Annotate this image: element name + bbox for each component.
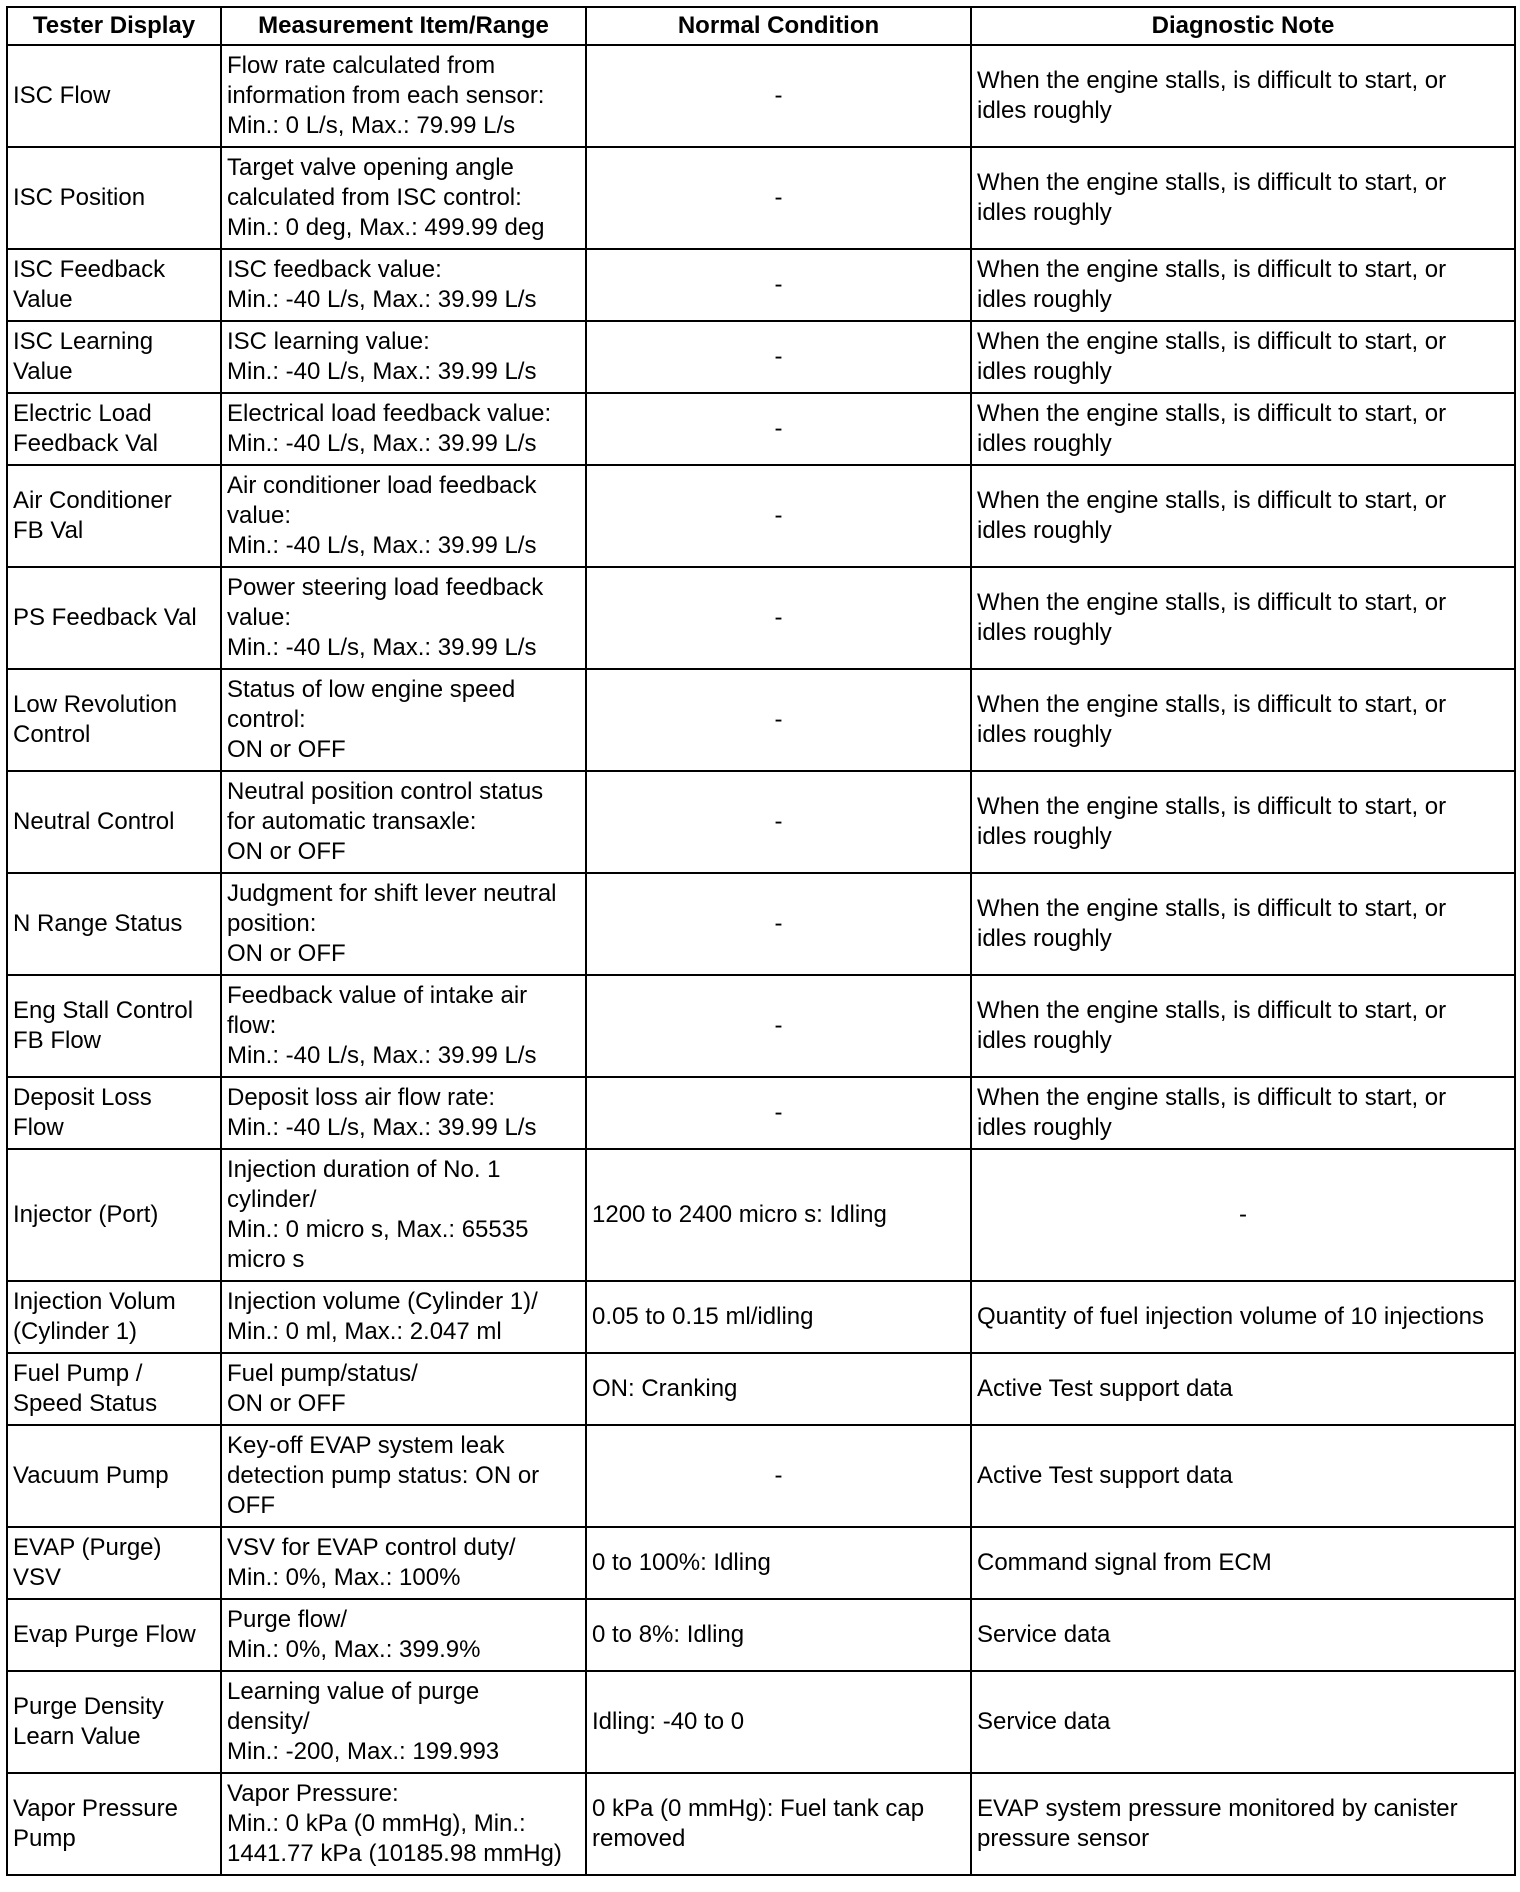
table-row bbox=[7, 1527, 1515, 1599]
cell-measurement-range: Status of low engine speed control: ON or OFF bbox=[221, 669, 586, 771]
cell-tester-display: ISC Feedback Value bbox=[7, 249, 221, 321]
cell-diagnostic-note: Command signal from ECM bbox=[971, 1527, 1515, 1599]
table-row bbox=[7, 1149, 1515, 1281]
cell-tester-display: ISC Position bbox=[7, 147, 221, 249]
cell-normal-condition: - bbox=[586, 249, 971, 321]
table-row bbox=[7, 147, 1515, 249]
cell-tester-display: Vapor Pressure Pump bbox=[7, 1773, 221, 1875]
cell-measurement-range: VSV for EVAP control duty/ Min.: 0%, Max.: 100% bbox=[221, 1527, 586, 1599]
cell-diagnostic-note: - bbox=[971, 1149, 1515, 1281]
table-row bbox=[7, 1671, 1515, 1773]
table-header-row bbox=[7, 7, 1515, 45]
cell-diagnostic-note: When the engine stalls, is difficult to start, or idles roughly bbox=[971, 873, 1515, 975]
table-row bbox=[7, 975, 1515, 1077]
cell-diagnostic-note: When the engine stalls, is difficult to start, or idles roughly bbox=[971, 465, 1515, 567]
cell-normal-condition: - bbox=[586, 45, 971, 147]
cell-measurement-range: Learning value of purge density/ Min.: -200, Max.: 199.993 bbox=[221, 1671, 586, 1773]
cell-diagnostic-note: When the engine stalls, is difficult to start, or idles roughly bbox=[971, 393, 1515, 465]
header-tester-display: Tester Display bbox=[7, 7, 221, 45]
cell-tester-display: Evap Purge Flow bbox=[7, 1599, 221, 1671]
cell-measurement-range: Injection duration of No. 1 cylinder/ Min.: 0 micro s, Max.: 65535 micro s bbox=[221, 1149, 586, 1281]
cell-measurement-range: Electrical load feedback value: Min.: -40 L/s, Max.: 39.99 L/s bbox=[221, 393, 586, 465]
cell-diagnostic-note: When the engine stalls, is difficult to start, or idles roughly bbox=[971, 669, 1515, 771]
cell-measurement-range: Key-off EVAP system leak detection pump status: ON or OFF bbox=[221, 1425, 586, 1527]
table-row bbox=[7, 45, 1515, 147]
cell-measurement-range: Feedback value of intake air flow: Min.: -40 L/s, Max.: 39.99 L/s bbox=[221, 975, 586, 1077]
cell-diagnostic-note: When the engine stalls, is difficult to start, or idles roughly bbox=[971, 147, 1515, 249]
table-row bbox=[7, 1353, 1515, 1425]
cell-measurement-range: Power steering load feedback value: Min.: -40 L/s, Max.: 39.99 L/s bbox=[221, 567, 586, 669]
cell-measurement-range: Deposit loss air flow rate: Min.: -40 L/s, Max.: 39.99 L/s bbox=[221, 1077, 586, 1149]
cell-normal-condition: - bbox=[586, 669, 971, 771]
cell-normal-condition: Idling: -40 to 0 bbox=[586, 1671, 971, 1773]
table-row bbox=[7, 771, 1515, 873]
cell-measurement-range: Vapor Pressure: Min.: 0 kPa (0 mmHg), Min.: 1441.77 kPa (10185.98 mmHg) bbox=[221, 1773, 586, 1875]
table-row bbox=[7, 669, 1515, 771]
cell-tester-display: Fuel Pump / Speed Status bbox=[7, 1353, 221, 1425]
cell-measurement-range: Injection volume (Cylinder 1)/ Min.: 0 ml, Max.: 2.047 ml bbox=[221, 1281, 586, 1353]
cell-diagnostic-note: Quantity of fuel injection volume of 10 injections bbox=[971, 1281, 1515, 1353]
cell-measurement-range: Neutral position control status for automatic transaxle: ON or OFF bbox=[221, 771, 586, 873]
cell-normal-condition: - bbox=[586, 873, 971, 975]
cell-measurement-range: Judgment for shift lever neutral position: ON or OFF bbox=[221, 873, 586, 975]
table-row bbox=[7, 1425, 1515, 1527]
cell-tester-display: Low Revolution Control bbox=[7, 669, 221, 771]
cell-normal-condition: - bbox=[586, 465, 971, 567]
cell-diagnostic-note: Active Test support data bbox=[971, 1353, 1515, 1425]
cell-tester-display: EVAP (Purge) VSV bbox=[7, 1527, 221, 1599]
cell-measurement-range: Purge flow/ Min.: 0%, Max.: 399.9% bbox=[221, 1599, 586, 1671]
cell-normal-condition: - bbox=[586, 393, 971, 465]
header-normal-condition: Normal Condition bbox=[586, 7, 971, 45]
cell-diagnostic-note: Service data bbox=[971, 1671, 1515, 1773]
cell-normal-condition: 0 kPa (0 mmHg): Fuel tank cap removed bbox=[586, 1773, 971, 1875]
cell-normal-condition: 0 to 100%: Idling bbox=[586, 1527, 971, 1599]
cell-tester-display: Deposit Loss Flow bbox=[7, 1077, 221, 1149]
cell-tester-display: Air Conditioner FB Val bbox=[7, 465, 221, 567]
diagnostic-data-table bbox=[6, 6, 1516, 1876]
cell-normal-condition: - bbox=[586, 321, 971, 393]
cell-measurement-range: ISC feedback value: Min.: -40 L/s, Max.: 39.99 L/s bbox=[221, 249, 586, 321]
cell-normal-condition: - bbox=[586, 147, 971, 249]
cell-tester-display: Eng Stall Control FB Flow bbox=[7, 975, 221, 1077]
cell-diagnostic-note: When the engine stalls, is difficult to start, or idles roughly bbox=[971, 567, 1515, 669]
table-row bbox=[7, 465, 1515, 567]
cell-tester-display: Injection Volum (Cylinder 1) bbox=[7, 1281, 221, 1353]
cell-diagnostic-note: When the engine stalls, is difficult to start, or idles roughly bbox=[971, 771, 1515, 873]
table-row bbox=[7, 393, 1515, 465]
cell-tester-display: ISC Flow bbox=[7, 45, 221, 147]
cell-tester-display: Injector (Port) bbox=[7, 1149, 221, 1281]
cell-normal-condition: ON: Cranking bbox=[586, 1353, 971, 1425]
cell-diagnostic-note: EVAP system pressure monitored by canister pressure sensor bbox=[971, 1773, 1515, 1875]
table-row bbox=[7, 1599, 1515, 1671]
cell-normal-condition: - bbox=[586, 1425, 971, 1527]
table-row bbox=[7, 1281, 1515, 1353]
table-row bbox=[7, 873, 1515, 975]
cell-tester-display: Electric Load Feedback Val bbox=[7, 393, 221, 465]
table-row bbox=[7, 567, 1515, 669]
cell-normal-condition: 0.05 to 0.15 ml/idling bbox=[586, 1281, 971, 1353]
cell-measurement-range: Target valve opening angle calculated from ISC control: Min.: 0 deg, Max.: 499.99 deg bbox=[221, 147, 586, 249]
cell-measurement-range: Fuel pump/status/ ON or OFF bbox=[221, 1353, 586, 1425]
cell-normal-condition: - bbox=[586, 1077, 971, 1149]
cell-diagnostic-note: Service data bbox=[971, 1599, 1515, 1671]
document-page bbox=[6, 6, 1514, 1876]
header-measurement-item-range: Measurement Item/Range bbox=[221, 7, 586, 45]
cell-diagnostic-note: When the engine stalls, is difficult to start, or idles roughly bbox=[971, 249, 1515, 321]
cell-diagnostic-note: When the engine stalls, is difficult to start, or idles roughly bbox=[971, 975, 1515, 1077]
cell-tester-display: PS Feedback Val bbox=[7, 567, 221, 669]
cell-diagnostic-note: When the engine stalls, is difficult to start, or idles roughly bbox=[971, 45, 1515, 147]
table-row bbox=[7, 1773, 1515, 1875]
cell-normal-condition: - bbox=[586, 567, 971, 669]
cell-normal-condition: - bbox=[586, 771, 971, 873]
cell-normal-condition: 0 to 8%: Idling bbox=[586, 1599, 971, 1671]
table-row bbox=[7, 321, 1515, 393]
table-row bbox=[7, 1077, 1515, 1149]
cell-normal-condition: - bbox=[586, 975, 971, 1077]
cell-tester-display: Neutral Control bbox=[7, 771, 221, 873]
cell-measurement-range: ISC learning value: Min.: -40 L/s, Max.: 39.99 L/s bbox=[221, 321, 586, 393]
table-row bbox=[7, 249, 1515, 321]
cell-measurement-range: Flow rate calculated from information from each sensor: Min.: 0 L/s, Max.: 79.99 L/s bbox=[221, 45, 586, 147]
cell-tester-display: N Range Status bbox=[7, 873, 221, 975]
header-diagnostic-note: Diagnostic Note bbox=[971, 7, 1515, 45]
cell-tester-display: Vacuum Pump bbox=[7, 1425, 221, 1527]
cell-tester-display: Purge Density Learn Value bbox=[7, 1671, 221, 1773]
table-body bbox=[7, 45, 1515, 1875]
cell-normal-condition: 1200 to 2400 micro s: Idling bbox=[586, 1149, 971, 1281]
cell-measurement-range: Air conditioner load feedback value: Min.: -40 L/s, Max.: 39.99 L/s bbox=[221, 465, 586, 567]
cell-tester-display: ISC Learning Value bbox=[7, 321, 221, 393]
cell-diagnostic-note: When the engine stalls, is difficult to start, or idles roughly bbox=[971, 1077, 1515, 1149]
cell-diagnostic-note: When the engine stalls, is difficult to start, or idles roughly bbox=[971, 321, 1515, 393]
cell-diagnostic-note: Active Test support data bbox=[971, 1425, 1515, 1527]
